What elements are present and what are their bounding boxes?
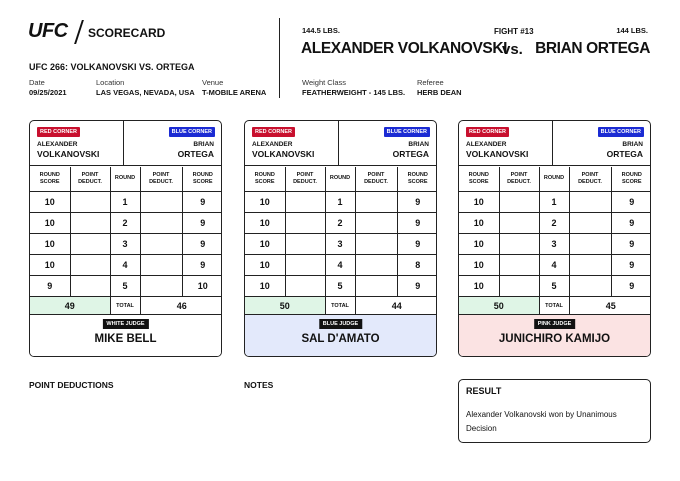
red-last-name: VOLKANOVSKI <box>466 149 529 159</box>
red-corner-badge: RED CORNER <box>37 127 80 137</box>
versus-label: vs. <box>502 41 523 58</box>
score-table <box>459 167 651 316</box>
red-round-score: 10 <box>459 233 499 254</box>
blue-point-deduct <box>355 254 397 275</box>
blue-fighter-weight: 144 LBS. <box>616 26 648 35</box>
red-round-score: 10 <box>30 212 70 233</box>
blue-point-deduct <box>355 191 397 212</box>
blue-total-score: 45 <box>569 296 651 315</box>
blue-round-score: 9 <box>397 233 437 254</box>
red-point-deduct <box>499 275 539 296</box>
red-round-score: 9 <box>30 275 70 296</box>
blue-point-deduct <box>569 254 611 275</box>
red-point-deduct <box>499 212 539 233</box>
blue-point-deduct <box>140 212 182 233</box>
round-number: 3 <box>539 233 569 254</box>
round-number: 1 <box>325 191 355 212</box>
table-row <box>459 275 651 296</box>
scorecard-title: SCORECARD <box>88 26 166 40</box>
table-row <box>245 212 437 233</box>
col-red-round-score: ROUND SCORE <box>30 167 70 191</box>
blue-point-deduct <box>140 254 182 275</box>
red-first-name: ALEXANDER <box>466 141 507 148</box>
card-header <box>245 121 436 166</box>
red-point-deduct <box>285 191 325 212</box>
blue-point-deduct <box>569 212 611 233</box>
red-point-deduct <box>70 233 110 254</box>
judge-color-badge: WHITE JUDGE <box>102 319 148 329</box>
col-red-point-deduct: POINT DEDUCT. <box>70 167 110 191</box>
round-number: 3 <box>110 233 140 254</box>
event-name: UFC 266: VOLKANOVSKI VS. ORTEGA <box>29 62 195 72</box>
col-blue-round-score: ROUND SCORE <box>182 167 222 191</box>
judge-area <box>459 314 650 356</box>
red-corner-badge: RED CORNER <box>252 127 295 137</box>
notes-heading: NOTES <box>244 380 274 390</box>
blue-first-name: BRIAN <box>193 141 214 148</box>
judge-scorecard-1 <box>29 120 222 357</box>
judge-color-badge: BLUE JUDGE <box>319 319 362 329</box>
red-point-deduct <box>70 191 110 212</box>
total-row <box>459 296 651 315</box>
round-number: 4 <box>539 254 569 275</box>
blue-total-score: 46 <box>140 296 222 315</box>
round-number: 5 <box>325 275 355 296</box>
blue-point-deduct <box>355 212 397 233</box>
col-blue-point-deduct: POINT DEDUCT. <box>569 167 611 191</box>
blue-corner-fighter <box>607 141 643 160</box>
red-corner-fighter <box>37 141 99 160</box>
col-blue-round-score: ROUND SCORE <box>611 167 651 191</box>
blue-corner-badge: BLUE CORNER <box>384 127 430 137</box>
red-round-score: 10 <box>459 212 499 233</box>
round-number: 3 <box>325 233 355 254</box>
blue-point-deduct <box>569 233 611 254</box>
blue-point-deduct <box>140 191 182 212</box>
red-first-name: ALEXANDER <box>37 141 78 148</box>
red-total-score: 50 <box>245 296 325 315</box>
blue-round-score: 9 <box>397 212 437 233</box>
date-label: Date <box>29 78 45 87</box>
col-round: ROUND <box>325 167 355 191</box>
blue-round-score: 9 <box>397 275 437 296</box>
round-number: 1 <box>110 191 140 212</box>
blue-round-score: 9 <box>611 254 651 275</box>
blue-round-score: 9 <box>182 191 222 212</box>
table-row <box>459 233 651 254</box>
blue-fighter-name: BRIAN ORTEGA <box>535 40 650 57</box>
blue-point-deduct <box>569 275 611 296</box>
col-red-round-score: ROUND SCORE <box>459 167 499 191</box>
venue-value: T-MOBILE ARENA <box>202 88 267 97</box>
col-blue-point-deduct: POINT DEDUCT. <box>140 167 182 191</box>
col-red-round-score: ROUND SCORE <box>245 167 285 191</box>
red-round-score: 10 <box>459 254 499 275</box>
date-value: 09/25/2021 <box>29 88 67 97</box>
total-label: TOTAL <box>110 296 140 315</box>
round-number: 2 <box>539 212 569 233</box>
total-row <box>30 296 222 315</box>
blue-point-deduct <box>355 275 397 296</box>
red-corner-badge: RED CORNER <box>466 127 509 137</box>
col-round: ROUND <box>539 167 569 191</box>
red-round-score: 10 <box>245 254 285 275</box>
table-row <box>30 212 222 233</box>
venue-label: Venue <box>202 78 224 87</box>
red-total-score: 49 <box>30 296 110 315</box>
blue-first-name: BRIAN <box>622 141 643 148</box>
score-table <box>245 167 437 316</box>
round-number: 5 <box>110 275 140 296</box>
red-point-deduct <box>285 212 325 233</box>
table-row <box>30 233 222 254</box>
judge-scorecard-3 <box>458 120 651 357</box>
blue-total-score: 44 <box>355 296 437 315</box>
red-round-score: 10 <box>30 233 70 254</box>
red-round-score: 10 <box>245 191 285 212</box>
round-number: 5 <box>539 275 569 296</box>
total-label: TOTAL <box>539 296 569 315</box>
round-number: 1 <box>539 191 569 212</box>
red-corner-fighter <box>252 141 314 160</box>
col-red-point-deduct: POINT DEDUCT. <box>499 167 539 191</box>
result-box <box>458 379 651 443</box>
red-first-name: ALEXANDER <box>252 141 293 148</box>
blue-round-score: 9 <box>611 233 651 254</box>
blue-last-name: ORTEGA <box>177 149 214 159</box>
header-divider <box>279 18 280 98</box>
table-row <box>459 191 651 212</box>
logo-separator <box>74 20 84 44</box>
blue-round-score: 9 <box>397 191 437 212</box>
red-point-deduct <box>285 233 325 254</box>
red-round-score: 10 <box>245 275 285 296</box>
blue-first-name: BRIAN <box>408 141 429 148</box>
red-point-deduct <box>499 254 539 275</box>
point-deductions-heading: POINT DEDUCTIONS <box>29 380 114 390</box>
red-point-deduct <box>499 233 539 254</box>
score-table <box>30 167 222 316</box>
result-text: Alexander Volkanovski won by Unanimous Decision <box>466 410 617 433</box>
red-round-score: 10 <box>245 212 285 233</box>
judge-name: MIKE BELL <box>94 333 157 345</box>
judge-name: JUNICHIRO KAMIJO <box>498 333 611 345</box>
red-round-score: 10 <box>30 254 70 275</box>
card-header <box>30 121 221 166</box>
blue-point-deduct <box>140 275 182 296</box>
table-row <box>245 191 437 212</box>
red-round-score: 10 <box>459 275 499 296</box>
round-number: 4 <box>110 254 140 275</box>
col-blue-round-score: ROUND SCORE <box>397 167 437 191</box>
judge-area <box>245 314 436 356</box>
red-total-score: 50 <box>459 296 539 315</box>
weight-class-value: FEATHERWEIGHT - 145 LBS. <box>302 88 406 97</box>
red-point-deduct <box>285 254 325 275</box>
blue-round-score: 9 <box>182 254 222 275</box>
judge-area <box>30 314 221 356</box>
red-point-deduct <box>70 275 110 296</box>
red-point-deduct <box>70 254 110 275</box>
blue-round-score: 9 <box>611 275 651 296</box>
blue-last-name: ORTEGA <box>392 149 429 159</box>
judge-scorecard-2 <box>244 120 437 357</box>
blue-point-deduct <box>140 233 182 254</box>
col-round: ROUND <box>110 167 140 191</box>
judge-name: SAL D'AMATO <box>301 333 380 345</box>
total-label: TOTAL <box>325 296 355 315</box>
red-last-name: VOLKANOVSKI <box>37 149 100 159</box>
fight-number: FIGHT #13 <box>494 27 534 36</box>
blue-corner-fighter <box>178 141 214 160</box>
col-blue-point-deduct: POINT DEDUCT. <box>355 167 397 191</box>
red-round-score: 10 <box>245 233 285 254</box>
total-row <box>245 296 437 315</box>
blue-point-deduct <box>569 191 611 212</box>
blue-round-score: 8 <box>397 254 437 275</box>
round-number: 2 <box>325 212 355 233</box>
col-red-point-deduct: POINT DEDUCT. <box>285 167 325 191</box>
red-round-score: 10 <box>459 191 499 212</box>
table-row <box>245 254 437 275</box>
blue-round-score: 9 <box>182 212 222 233</box>
referee-label: Referee <box>417 78 444 87</box>
location-label: Location <box>96 78 125 87</box>
blue-last-name: ORTEGA <box>606 149 643 159</box>
red-fighter-name: ALEXANDER VOLKANOVSKI <box>301 40 508 57</box>
table-row <box>459 212 651 233</box>
table-row <box>245 275 437 296</box>
red-corner-fighter <box>466 141 528 160</box>
ufc-logo: UFC <box>28 20 68 42</box>
red-point-deduct <box>70 212 110 233</box>
table-row <box>245 233 437 254</box>
table-row <box>30 275 222 296</box>
red-round-score: 10 <box>30 191 70 212</box>
weight-class-label: Weight Class <box>302 78 347 87</box>
result-title: RESULT <box>466 386 502 396</box>
red-point-deduct <box>499 191 539 212</box>
referee-value: HERB DEAN <box>417 88 462 97</box>
blue-point-deduct <box>355 233 397 254</box>
blue-corner-badge: BLUE CORNER <box>598 127 644 137</box>
round-number: 4 <box>325 254 355 275</box>
blue-round-score: 9 <box>611 191 651 212</box>
location-value: LAS VEGAS, NEVADA, USA <box>96 88 195 97</box>
card-header <box>459 121 650 166</box>
round-number: 2 <box>110 212 140 233</box>
table-row <box>30 191 222 212</box>
table-row <box>459 254 651 275</box>
table-row <box>30 254 222 275</box>
blue-round-score: 9 <box>182 233 222 254</box>
blue-corner-fighter <box>393 141 429 160</box>
blue-corner-badge: BLUE CORNER <box>169 127 215 137</box>
red-point-deduct <box>285 275 325 296</box>
blue-round-score: 9 <box>611 212 651 233</box>
red-last-name: VOLKANOVSKI <box>252 149 315 159</box>
blue-round-score: 10 <box>182 275 222 296</box>
judge-color-badge: PINK JUDGE <box>534 319 576 329</box>
red-fighter-weight: 144.5 LBS. <box>302 26 340 35</box>
